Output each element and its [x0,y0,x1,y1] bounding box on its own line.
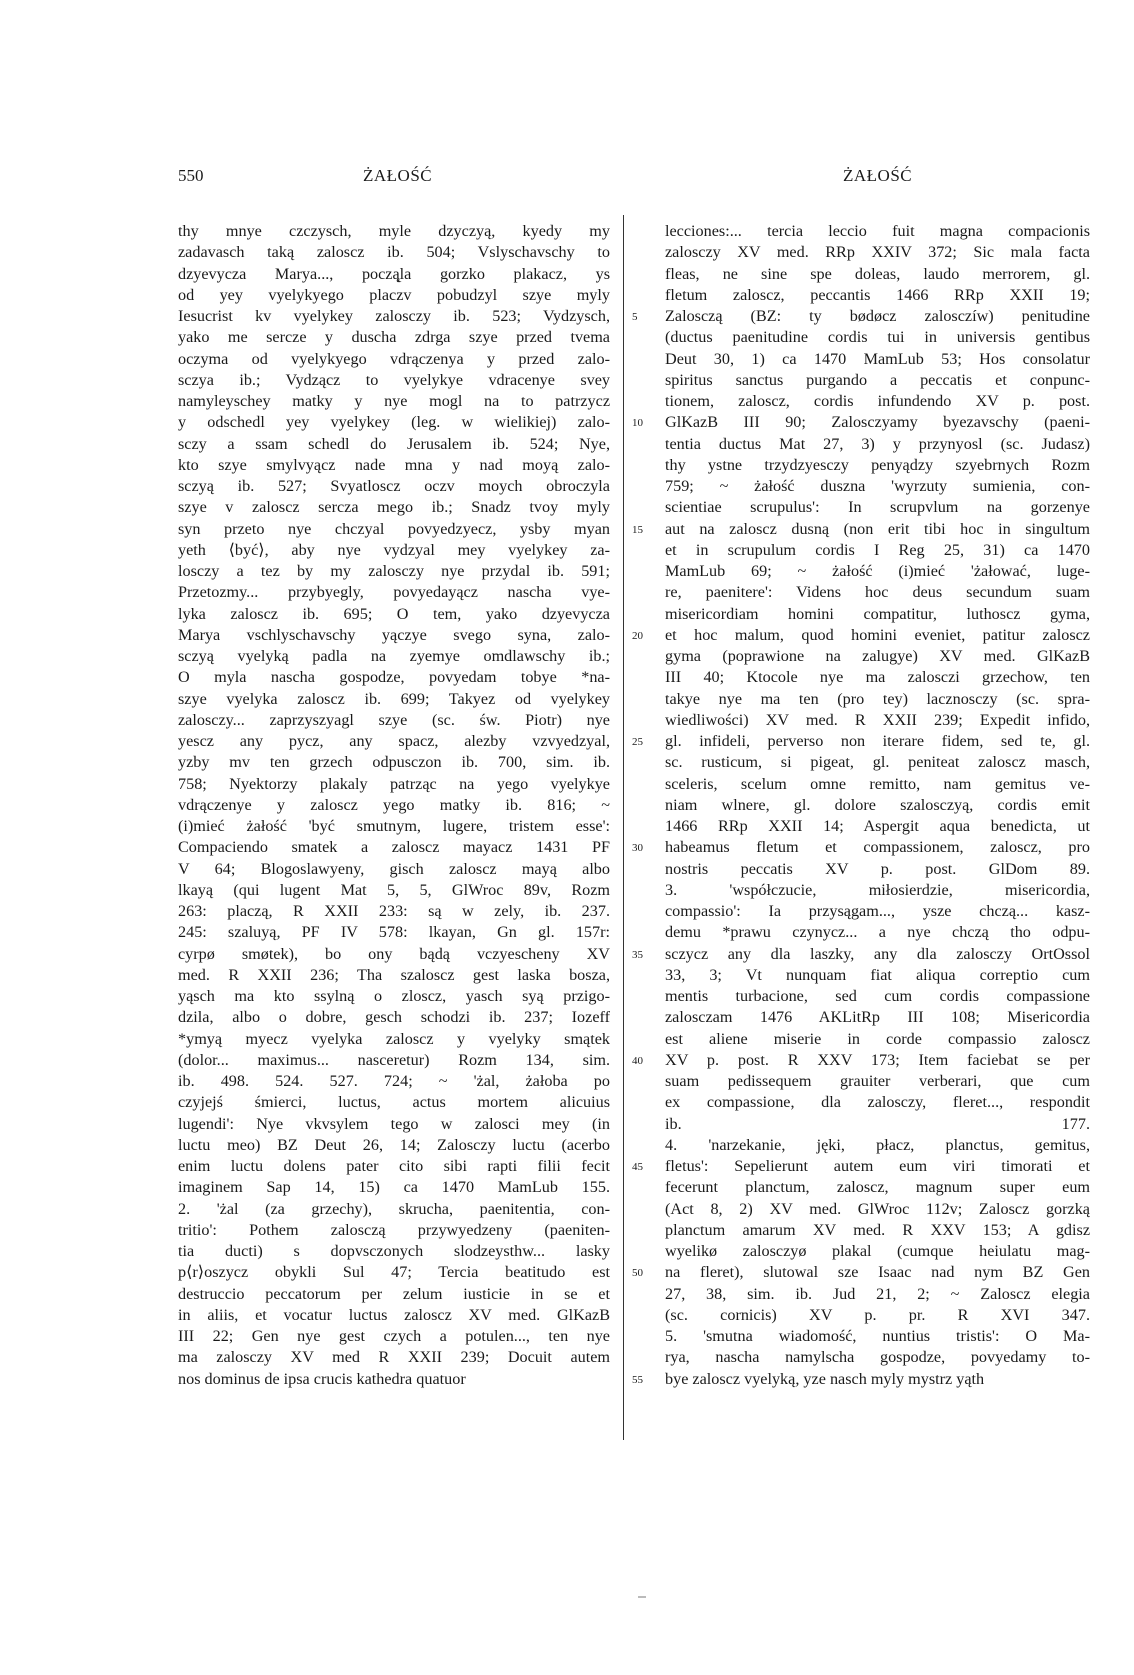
text-line: med. R XXII 236; Tha szaloscz gest laska bosza, [178,965,610,984]
text-line: yeth ⟨być⟩, aby nye vydzyal mey vyelykey za- [178,540,610,559]
text-line: fleas, ne sine spe doleas, laudo merrorem, gl. [665,264,1090,283]
text-line: Iesucrist kv vyelykey zalosczy ib. 523; Vydzysch, [178,307,610,325]
text-line: est aliene miserie in corde compassio zaloscz [665,1029,1090,1048]
text-line: bye zaloscz vyelyką, yze nasch myly mystrz yąth [665,1369,985,1388]
line-number: 50 [632,1267,643,1280]
text-line: y odschedl yey vyelykey (leg. w wielikiej) zalo- [178,413,610,432]
text-line: enim luctu dolens pater cito sibi rapti filii fecit [178,1157,610,1175]
line-number: 5 [632,311,638,323]
text-line: Zalosczą (BZ: ty bødøcz zalosczíw) penitudine [665,307,1090,325]
text-line: (i)mieć żałość 'być smutnym, lugere, tristem esse': [178,817,610,835]
text-line: sczyą ib. 527; Svyatloscz oczv moych obroczyla [178,477,610,495]
left-column [178,221,610,1390]
text-line: luctu meo) BZ Deut 26, 14; Zalosczy luctu (acerbo [178,1135,610,1154]
text-line: sczya ib.; Vydzącz to vyelykye vdracenye svey [178,370,610,389]
text-line: XV p. post. R XXV 173; Item faciebat se per [665,1050,1090,1069]
text-line: thy mnye czczysch, myle dzyczyą, kyedy my [178,222,610,240]
text-line: nostris peccatis XV p. post. GlDom 89. [665,859,1090,878]
text-line: cyrpø smøtek), bo ony bądą vczyescheny XV [178,944,610,963]
text-line: kto szye smylvyącz nade mna y nad moyą zalo- [178,455,610,474]
line-number: 45 [632,1161,643,1173]
text-line: habeamus fletum et compassionem, zaloscz, pro [665,838,1090,857]
text-line: O myla nascha gospodze, povyedam tobye *na- [178,668,610,687]
text-line: zadavasch taką zaloscz ib. 504; Vslyschavschy to [178,243,610,262]
text-line: III 40; Ktocole nye ma zalosczi grzechow, ten [665,668,1090,687]
text-line: szye v zaloscz sercza mego ib.; Snadz tvoy myly [178,498,610,517]
text-line: zalosczy... zaprzyszyagl szye (sc. św. Piotr) nye [178,710,610,729]
text-line: (ductus paenitudine cordis tui in universis gentibus [665,328,1090,347]
text-line: nos dominus de ipsa crucis kathedra quatuor [178,1369,466,1388]
text-line: losczy a tez by my zalosczy nye przydal ib. 591; [178,562,610,580]
line-number: 55 [632,1373,643,1386]
text-line: lugendi': Nye vkvsylem tego w zalosci mey (in [178,1114,610,1133]
text-line: Compaciendo smatek a zaloscz mayacz 1431 PF [178,838,610,857]
text-line: GlKazB III 90; Zalosczyamy byezavschy (paeni- [665,413,1090,432]
text-line: na fleret), slutowal sze Isaac nad nym BZ Gen [665,1263,1090,1282]
text-line: sczy a ssam schedl do Jerusalem ib. 524; Nye, [178,434,610,453]
text-line: spiritus sanctus purgando a peccatis et conpunc- [665,370,1090,389]
text-line: sc. rusticum, si pigeat, gl. peniteat zaloscz masch, [665,753,1090,772]
text-line: dzila, albo o dobre, gesch schodzi ib. 237; Iozeff [178,1008,610,1027]
line-number: 15 [632,523,643,536]
text-line: 33, 3; Vt nunquam fiat aliqua correptio cum [665,965,1090,984]
text-line: lecciones:... tercia leccio fuit magna compacionis [665,222,1090,240]
text-line: 1466 RRp XXII 14; Aspergit aqua benedicta, ut [665,817,1090,835]
text-line: ib. 498. 524. 527. 724; ~ 'żal, żałoba po [178,1072,610,1090]
text-line: Deut 30, 1) ca 1470 MamLub 53; Hos consolatur [665,349,1090,368]
right-column [665,221,1090,1390]
text-line: 759; ~ żałość duszna 'wyrzuty sumienia, con- [665,477,1090,495]
text-line: fecerunt planctum, zaloscz, magnum super eum [665,1178,1090,1197]
line-number: 35 [632,948,643,961]
page-number: 550 [178,166,204,185]
text-line: rya, nascha namylscha gospodze, povyedamy to- [665,1348,1090,1367]
text-line: zalosczam 1476 AKLitRp III 108; Misericordia [665,1008,1090,1027]
text-line: et hoc malum, quod homini eveniet, patitur zaloscz [665,625,1090,644]
text-line: aut na zaloscz dusną (non erit tibi hoc in singultum [665,519,1090,538]
text-line: 4. 'narzekanie, jęki, płacz, planctus, gemitus, [665,1135,1090,1154]
text-line: planctum amarum XV med. R XXV 153; A gdisz [665,1220,1090,1239]
text-line: (sc. cornicis) XV p. pr. R XVI 347. [665,1305,1090,1324]
text-line: syn przeto nye chczyal povyedzyecz, ysby myan [178,519,610,538]
text-line: gl. infideli, perverso non iterare fidem, sed te, gl. [665,732,1090,750]
text-line: re, paenitere': Videns hoc deus secundum suam [665,583,1090,602]
text-line: imaginem Sap 14, 15) ca 1470 MamLub 155. [178,1178,610,1197]
text-line: thy ystne trzydzyesczy penyądzy szyebrnych Rozm [665,455,1090,474]
text-line: misericordiam homini compatitur, luthoscz gyma, [665,604,1090,623]
text-line: sczyą vyelyką padla na zyemye omdlawschy ib.; [178,647,610,665]
text-line: tionem, zaloscz, cordis infundendo XV p. post. [665,392,1090,410]
text-line: lkayą (qui lugent Mat 5, 5, GlWroc 89v, Rozm [178,880,610,899]
text-line: 263: placzą, R XXII 233: są w zely, ib. 237. [178,902,610,920]
text-line: MamLub 69; ~ żałość (i)mieć 'żałować, luge- [665,562,1090,580]
text-line: (dolor... maximus... nasceretur) Rozm 134, sim. [178,1050,610,1069]
text-line: ma zalosczy XV med R XXII 239; Docuit autem [178,1348,610,1367]
line-number: 30 [632,842,643,855]
scan-mark [638,1596,646,1598]
text-line: tia ducti) s dopvsczonych slodzeysthw... lasky [178,1242,610,1260]
text-line: destruccio peccatorum per zelum iusticie in se et [178,1284,610,1303]
line-number: 40 [632,1054,643,1067]
text-line: 2. 'żal (za grzechy), skrucha, paenitentia, con- [178,1199,610,1218]
text-line: 27, 38, sim. ib. Jud 21, 2; ~ Zaloscz elegia [665,1284,1090,1303]
text-line: yzby mv ten grzech odpusczon ib. 700, sim. ib. [178,753,610,772]
text-line: compassio': Ia przysągam..., ysze chczą... kasz- [665,902,1090,920]
text-line: wyelikø zalosczyø plakal (cumque heiulatu mag- [665,1242,1090,1260]
text-line: ex compassione, dla zalosczy, fleret..., respondit [665,1093,1090,1112]
text-line: scientiae scrupulus': In scrupvlum na gorzenye [665,498,1090,517]
text-line: Marya vschlyschavschy yączye svego syna, zalo- [178,625,610,644]
text-line: lyka zaloscz ib. 695; O tem, yako dzyevycza [178,604,610,623]
text-line: III 22; Gen nye gest czych a potulen..., ten nye [178,1327,610,1345]
text-line: tritio': Pothem zalosczą przywyedzeny (paeniten- [178,1220,610,1239]
text-line: fletum zaloscz, peccantis 1466 RRp XXII 19; [665,285,1090,304]
text-line: in aliis, et vocatur luctus zaloscz XV med. GlKazB [178,1305,610,1324]
text-line: *ymyą myecz vyelyka zaloscz y vyelyky smątek [178,1029,610,1048]
text-line: V 64; Blogoslawyeny, gisch zaloscz mayą albo [178,859,610,878]
text-line: fletus': Sepelierunt autem eum viri timorati et [665,1157,1090,1175]
running-head-right: ŻAŁOŚĆ [843,166,913,185]
text-line: sczycz any dla laszky, any dla zalosczy OrtOssol [665,944,1090,963]
text-line: gyma (poprawione na zalugye) XV med. GlKazB [665,647,1090,665]
text-line: suam pedissequem grauiter verberari, que cum [665,1072,1090,1090]
text-line: 5. 'smutna wiadomość, nuntius tristis': O Ma- [665,1327,1090,1345]
text-line: et in scrupulum cordis I Reg 25, 31) ca 1470 [665,540,1090,559]
text-line: czyjejś śmierci, luctus, actus mortem alicuius [178,1093,610,1112]
text-line: wiedliwości) XV med. R XXII 239; Expedit infido, [665,710,1090,729]
text-line: od yey vyelykyego placzv pobudzyl szye myly [178,285,610,304]
text-line: sceleris, scelum omne remitto, nam gemitus ve- [665,774,1090,793]
text-line: takye nye ma ten (pro tey) lacznosczy (sc. spra- [665,689,1090,708]
text-line: oczyma od vyelykyego vdrączenya y przed zalo- [178,349,610,368]
text-line: Przetozmy... przybyegly, povyedayącz nascha vye- [178,583,610,602]
text-line: vdrączenye y zaloscz yego matky ib. 816; ~ [178,795,610,814]
text-line: 758; Nyektorzy plakaly patrząc na yego vyelykye [178,774,610,793]
text-line: niam wlnere, gl. dolore szalosczyą, cordis emit [665,795,1090,814]
line-number: 25 [632,736,643,748]
text-line: demu *prawu czynycz... a nye chczą tho odpu- [665,923,1090,942]
running-head-left: ŻAŁOŚĆ [363,166,433,185]
text-line: yako me sercze y duscha zdrga szye przed tvema [178,328,610,347]
text-line: dzyevycza Marya..., począ̨la gorzko plakacz, ys [178,264,610,283]
text-line: p⟨r⟩oszycz obykli Sul 47; Tercia beatitudo est [178,1263,610,1282]
text-line: yąsch ma kto ssylną o zloscz, yasch syą przigo- [178,987,610,1005]
line-number: 20 [632,629,643,642]
text-line: namyleyschey matky y nye mogl na to patrzycz [178,392,610,410]
text-line: szye vyelyka zaloscz ib. 699; Takyez od vyelykey [178,689,610,708]
text-line: yescz any pycz, any spacz, alezby vzvyedzyal, [178,732,610,750]
text-line: tentia ductus Mat 27, 3) y przynyosl (sc. Judasz) [665,434,1090,453]
text-line: ib. 177. [665,1114,1090,1133]
column-divider [623,215,624,1440]
text-line: mentis turbacione, sed cum cordis compassione [665,987,1090,1005]
text-line: 3. 'współczucie, miłosierdzie, misericordia, [665,880,1090,899]
text-line: zalosczy XV med. RRp XXIV 372; Sic mala facta [665,243,1090,262]
text-line: 245: szaluyą, PF IV 578: lkayan, Gn gl. 157r: [178,923,610,942]
text-line: (Act 8, 2) XV med. GlWroc 112v; Zaloscz gorzką [665,1199,1090,1218]
line-number: 10 [632,417,643,430]
